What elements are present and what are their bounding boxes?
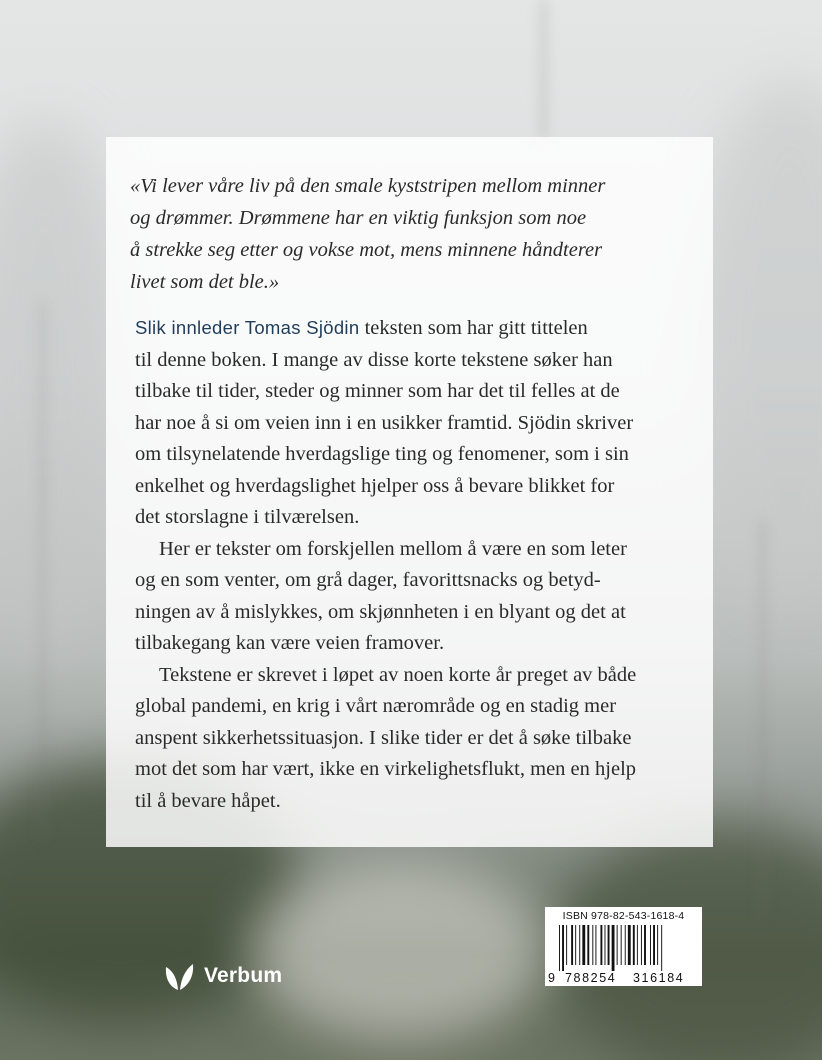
barcode-bar <box>566 925 567 965</box>
barcode-bar <box>633 925 635 965</box>
barcode-bar <box>562 925 564 971</box>
barcode-bar <box>600 925 602 965</box>
barcode-bar <box>641 925 642 965</box>
paragraph-2: Her er tekster om forskjellen mellom å være en som leter og en som venter, om grå dager, favorittsnacks og betyd- ningen av å mislykkes, om skjønnheten i en blyant og det at tilbakegang kan være veien framover. <box>135 537 627 654</box>
lead-in: Slik innleder Tomas Sjödin <box>135 317 360 338</box>
isbn-barcode <box>545 907 702 986</box>
barcode-digits-left: 788254 <box>565 971 617 985</box>
barcode-bar <box>653 925 655 965</box>
barcode-bar <box>625 925 626 965</box>
barcode-bar <box>657 925 658 965</box>
barcode-bar <box>637 925 638 965</box>
barcode-bar <box>571 925 573 965</box>
barcode-bar <box>650 925 651 965</box>
publisher-name: Verbum <box>204 964 283 987</box>
barcode-digits <box>545 971 702 985</box>
barcode-digits-right: 316184 <box>633 971 685 985</box>
leaf-icon <box>162 961 196 991</box>
opening-quote: «Vi lever våre liv på den smale kyststripen mellom minner og drømmer. Drømmene har en viktig funksjon som noe å strekke seg etter og vokse mot, mens minnene håndterer livet som det ble.» <box>130 175 606 293</box>
barcode-bar <box>605 925 606 965</box>
barcode-bars <box>555 925 695 971</box>
barcode-bar <box>595 925 596 965</box>
publisher-logo <box>162 961 282 991</box>
barcode-bar <box>575 925 576 965</box>
barcode-bar <box>621 925 622 965</box>
paragraph-1 <box>135 312 703 534</box>
barcode-bar <box>644 925 646 965</box>
paragraph-1-text: teksten som har gitt tittelen til denne boken. I mange av disse korte tekstene søker han tilbake til tider, steder og minner som har det til felles at de har noe å si om veien inn i en usikker framtid. Sjödin skriver om tilsynelatende hverdagslige ting og fenomener, som i sin enkelhet og hverdagslighet hjelper oss å bevare blikket for det storslagne i tilværelsen. <box>135 317 634 528</box>
barcode-bar <box>617 925 618 965</box>
barcode-bar <box>559 925 560 971</box>
barcode-bar <box>661 925 662 971</box>
paragraph-3: Tekstene er skrevet i løpet av noen korte år preget av både global pandemi, en krig i vårt nærområde og en stadig mer anspent sikkerhetssituasjon. I slike tider er det å søke tilbake mot det som har vært, ikke en virkelighetsflukt, men en hjelp til å bevare håpet. <box>135 663 637 812</box>
barcode-bar <box>579 925 580 965</box>
isbn-label: ISBN 978-82-543-1618-4 <box>562 910 685 922</box>
barcode-bar <box>612 925 615 971</box>
barcode-digit-first: 9 <box>548 971 555 985</box>
barcode-bar <box>582 925 585 965</box>
barcode-bar <box>608 925 610 965</box>
barcode-bar <box>592 925 593 965</box>
body-text <box>135 312 703 817</box>
barcode-bar <box>587 925 589 965</box>
barcode-bar <box>628 925 631 965</box>
